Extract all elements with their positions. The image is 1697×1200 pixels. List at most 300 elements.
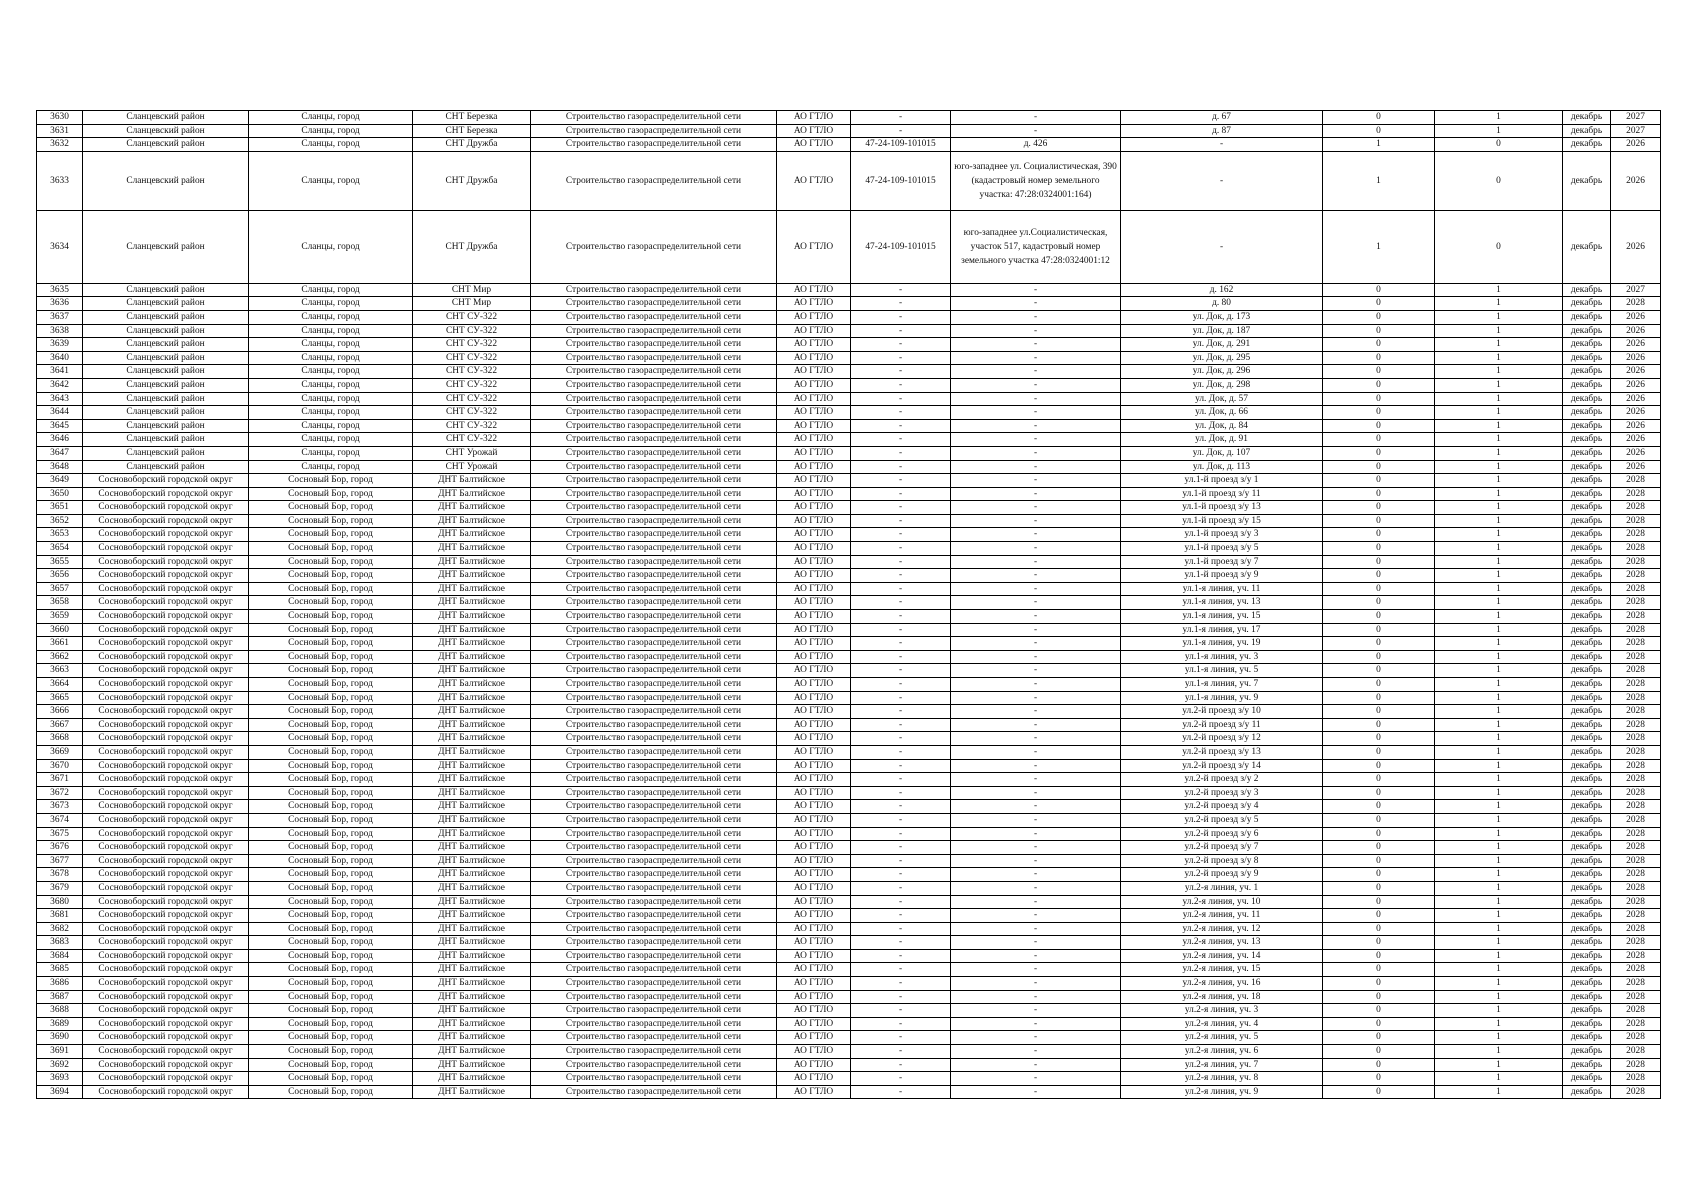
year-cell: 2028: [1611, 637, 1661, 651]
plot-address-cell: -: [1121, 138, 1323, 152]
plot-address-cell: д. 67: [1121, 111, 1323, 125]
row-number-cell: 3668: [37, 732, 83, 746]
work-type-cell: Строительство газораспределительной сети: [531, 813, 777, 827]
row-number-cell: 3678: [37, 868, 83, 882]
organization-cell: АО ГТЛО: [777, 474, 851, 488]
oktmo-code-cell: -: [851, 392, 951, 406]
address-detail-cell: -: [951, 433, 1121, 447]
address-detail-cell: -: [951, 786, 1121, 800]
count-a-cell: 0: [1323, 678, 1435, 692]
partnership-cell: СНТ Мир: [413, 297, 531, 311]
table-row: [37, 691, 1661, 705]
partnership-cell: СНТ СУ-322: [413, 338, 531, 352]
organization-cell: АО ГТЛО: [777, 881, 851, 895]
table-row: [37, 1004, 1661, 1018]
plot-address-cell: ул. Док, д. 173: [1121, 310, 1323, 324]
address-detail-cell: -: [951, 963, 1121, 977]
count-b-cell: 1: [1435, 664, 1563, 678]
count-a-cell: 0: [1323, 813, 1435, 827]
settlement-cell: Сланцы, город: [249, 210, 413, 283]
work-type-cell: Строительство газораспределительной сети: [531, 854, 777, 868]
work-type-cell: Строительство газораспределительной сети: [531, 124, 777, 138]
partnership-cell: СНТ СУ-322: [413, 433, 531, 447]
table-row: [37, 1045, 1661, 1059]
oktmo-code-cell: -: [851, 1031, 951, 1045]
year-cell: 2028: [1611, 963, 1661, 977]
oktmo-code-cell: -: [851, 501, 951, 515]
month-cell: декабрь: [1563, 569, 1611, 583]
plot-address-cell: ул.1-й проезд з/у 11: [1121, 487, 1323, 501]
count-a-cell: 0: [1323, 1004, 1435, 1018]
count-b-cell: 1: [1435, 773, 1563, 787]
table-row: [37, 909, 1661, 923]
settlement-cell: Сланцы, город: [249, 446, 413, 460]
count-b-cell: 1: [1435, 1031, 1563, 1045]
table-row: [37, 650, 1661, 664]
district-cell: Сосновоборский городской округ: [83, 827, 249, 841]
row-number-cell: 3652: [37, 514, 83, 528]
row-number-cell: 3662: [37, 650, 83, 664]
district-cell: Сланцевский район: [83, 446, 249, 460]
oktmo-code-cell: -: [851, 732, 951, 746]
work-type-cell: Строительство газораспределительной сети: [531, 569, 777, 583]
organization-cell: АО ГТЛО: [777, 990, 851, 1004]
table-row: [37, 542, 1661, 556]
district-cell: Сосновоборский городской округ: [83, 1045, 249, 1059]
row-number-cell: 3664: [37, 678, 83, 692]
month-cell: декабрь: [1563, 1058, 1611, 1072]
partnership-cell: ДНТ Балтийское: [413, 1058, 531, 1072]
work-type-cell: Строительство газораспределительной сети: [531, 759, 777, 773]
oktmo-code-cell: -: [851, 460, 951, 474]
table-row: [37, 881, 1661, 895]
organization-cell: АО ГТЛО: [777, 637, 851, 651]
address-detail-cell: -: [951, 555, 1121, 569]
partnership-cell: ДНТ Балтийское: [413, 786, 531, 800]
count-a-cell: 0: [1323, 1031, 1435, 1045]
table-row: [37, 365, 1661, 379]
settlement-cell: Сланцы, город: [249, 419, 413, 433]
district-cell: Сосновоборский городской округ: [83, 542, 249, 556]
district-cell: Сосновоборский городской округ: [83, 949, 249, 963]
work-type-cell: Строительство газораспределительной сети: [531, 936, 777, 950]
count-a-cell: 0: [1323, 610, 1435, 624]
month-cell: декабрь: [1563, 501, 1611, 515]
count-b-cell: 1: [1435, 881, 1563, 895]
count-a-cell: 0: [1323, 841, 1435, 855]
plot-address-cell: ул.2-й проезд з/у 8: [1121, 854, 1323, 868]
oktmo-code-cell: -: [851, 705, 951, 719]
year-cell: 2028: [1611, 841, 1661, 855]
settlement-cell: Сосновый Бор, город: [249, 990, 413, 1004]
partnership-cell: ДНТ Балтийское: [413, 963, 531, 977]
work-type-cell: Строительство газораспределительной сети: [531, 650, 777, 664]
year-cell: 2026: [1611, 406, 1661, 420]
year-cell: 2028: [1611, 555, 1661, 569]
settlement-cell: Сосновый Бор, город: [249, 678, 413, 692]
month-cell: декабрь: [1563, 637, 1611, 651]
address-detail-cell: д. 426: [951, 138, 1121, 152]
count-b-cell: 1: [1435, 446, 1563, 460]
count-a-cell: 0: [1323, 310, 1435, 324]
district-cell: Сосновоборский городской округ: [83, 718, 249, 732]
oktmo-code-cell: -: [851, 650, 951, 664]
year-cell: 2028: [1611, 827, 1661, 841]
row-number-cell: 3687: [37, 990, 83, 1004]
address-detail-cell: -: [951, 487, 1121, 501]
plot-address-cell: ул. Док, д. 113: [1121, 460, 1323, 474]
row-number-cell: 3654: [37, 542, 83, 556]
address-detail-cell: -: [951, 569, 1121, 583]
partnership-cell: ДНТ Балтийское: [413, 813, 531, 827]
address-detail-cell: -: [951, 990, 1121, 1004]
plot-address-cell: ул.1-й проезд з/у 7: [1121, 555, 1323, 569]
table-row: [37, 138, 1661, 152]
settlement-cell: Сосновый Бор, город: [249, 691, 413, 705]
district-cell: Сосновоборский городской округ: [83, 569, 249, 583]
partnership-cell: ДНТ Балтийское: [413, 977, 531, 991]
count-b-cell: 1: [1435, 297, 1563, 311]
settlement-cell: Сланцы, город: [249, 365, 413, 379]
work-type-cell: Строительство газораспределительной сети: [531, 841, 777, 855]
table-row: [37, 786, 1661, 800]
row-number-cell: 3645: [37, 419, 83, 433]
month-cell: декабрь: [1563, 841, 1611, 855]
count-a-cell: 0: [1323, 691, 1435, 705]
address-detail-cell: юго-западнее ул.Социалистическая, участок 517, кадастровый номер земельного участка 47:28:0324001:12: [951, 210, 1121, 283]
table-row: [37, 446, 1661, 460]
count-a-cell: 0: [1323, 854, 1435, 868]
partnership-cell: ДНТ Балтийское: [413, 474, 531, 488]
partnership-cell: СНТ СУ-322: [413, 378, 531, 392]
district-cell: Сланцевский район: [83, 419, 249, 433]
settlement-cell: Сланцы, город: [249, 111, 413, 125]
district-cell: Сланцевский район: [83, 338, 249, 352]
settlement-cell: Сосновый Бор, город: [249, 542, 413, 556]
count-a-cell: 0: [1323, 433, 1435, 447]
partnership-cell: СНТ Дружба: [413, 210, 531, 283]
work-type-cell: Строительство газораспределительной сети: [531, 977, 777, 991]
work-type-cell: Строительство газораспределительной сети: [531, 378, 777, 392]
table-row: [37, 433, 1661, 447]
partnership-cell: ДНТ Балтийское: [413, 1004, 531, 1018]
plot-address-cell: ул.1-я линия, уч. 7: [1121, 678, 1323, 692]
count-b-cell: 1: [1435, 378, 1563, 392]
settlement-cell: Сосновый Бор, город: [249, 800, 413, 814]
count-a-cell: 0: [1323, 569, 1435, 583]
month-cell: декабрь: [1563, 759, 1611, 773]
district-cell: Сланцевский район: [83, 210, 249, 283]
count-b-cell: 0: [1435, 138, 1563, 152]
district-cell: Сосновоборский городской округ: [83, 881, 249, 895]
month-cell: декабрь: [1563, 297, 1611, 311]
month-cell: декабрь: [1563, 111, 1611, 125]
organization-cell: АО ГТЛО: [777, 800, 851, 814]
year-cell: 2028: [1611, 813, 1661, 827]
oktmo-code-cell: -: [851, 111, 951, 125]
month-cell: декабрь: [1563, 138, 1611, 152]
work-type-cell: Строительство газораспределительной сети: [531, 528, 777, 542]
year-cell: 2027: [1611, 124, 1661, 138]
district-cell: Сосновоборский городской округ: [83, 977, 249, 991]
table-row: [37, 1031, 1661, 1045]
month-cell: декабрь: [1563, 365, 1611, 379]
year-cell: 2026: [1611, 378, 1661, 392]
work-type-cell: Строительство газораспределительной сети: [531, 406, 777, 420]
organization-cell: АО ГТЛО: [777, 1017, 851, 1031]
month-cell: декабрь: [1563, 542, 1611, 556]
count-b-cell: 1: [1435, 569, 1563, 583]
oktmo-code-cell: -: [851, 297, 951, 311]
table-row: [37, 514, 1661, 528]
year-cell: 2028: [1611, 542, 1661, 556]
partnership-cell: ДНТ Балтийское: [413, 637, 531, 651]
plot-address-cell: ул.2-я линия, уч. 3: [1121, 1004, 1323, 1018]
month-cell: декабрь: [1563, 596, 1611, 610]
table-row: [37, 1017, 1661, 1031]
month-cell: декабрь: [1563, 351, 1611, 365]
month-cell: декабрь: [1563, 949, 1611, 963]
oktmo-code-cell: -: [851, 1017, 951, 1031]
organization-cell: АО ГТЛО: [777, 773, 851, 787]
plot-address-cell: ул.2-я линия, уч. 13: [1121, 936, 1323, 950]
plot-address-cell: ул.1-й проезд з/у 5: [1121, 542, 1323, 556]
count-a-cell: 0: [1323, 324, 1435, 338]
count-a-cell: 0: [1323, 1072, 1435, 1086]
oktmo-code-cell: -: [851, 365, 951, 379]
table-row: [37, 210, 1661, 283]
partnership-cell: ДНТ Балтийское: [413, 650, 531, 664]
district-cell: Сосновоборский городской округ: [83, 678, 249, 692]
settlement-cell: Сосновый Бор, город: [249, 1072, 413, 1086]
table-row: [37, 1072, 1661, 1086]
work-type-cell: Строительство газораспределительной сети: [531, 138, 777, 152]
count-a-cell: 0: [1323, 487, 1435, 501]
work-type-cell: Строительство газораспределительной сети: [531, 827, 777, 841]
organization-cell: АО ГТЛО: [777, 365, 851, 379]
district-cell: Сланцевский район: [83, 151, 249, 210]
count-a-cell: 0: [1323, 596, 1435, 610]
count-b-cell: 1: [1435, 542, 1563, 556]
row-number-cell: 3660: [37, 623, 83, 637]
district-cell: Сосновоборский городской округ: [83, 664, 249, 678]
work-type-cell: Строительство газораспределительной сети: [531, 895, 777, 909]
row-number-cell: 3672: [37, 786, 83, 800]
count-a-cell: 0: [1323, 351, 1435, 365]
count-a-cell: 0: [1323, 514, 1435, 528]
oktmo-code-cell: -: [851, 338, 951, 352]
organization-cell: АО ГТЛО: [777, 909, 851, 923]
table-row: [37, 990, 1661, 1004]
settlement-cell: Сланцы, город: [249, 460, 413, 474]
oktmo-code-cell: 47-24-109-101015: [851, 138, 951, 152]
oktmo-code-cell: -: [851, 691, 951, 705]
month-cell: декабрь: [1563, 977, 1611, 991]
count-b-cell: 1: [1435, 990, 1563, 1004]
count-a-cell: 0: [1323, 922, 1435, 936]
partnership-cell: СНТ Березка: [413, 124, 531, 138]
settlement-cell: Сосновый Бор, город: [249, 582, 413, 596]
work-type-cell: Строительство газораспределительной сети: [531, 324, 777, 338]
settlement-cell: Сосновый Бор, город: [249, 610, 413, 624]
row-number-cell: 3635: [37, 283, 83, 297]
plot-address-cell: ул.2-я линия, уч. 8: [1121, 1072, 1323, 1086]
work-type-cell: Строительство газораспределительной сети: [531, 419, 777, 433]
organization-cell: АО ГТЛО: [777, 378, 851, 392]
count-b-cell: 1: [1435, 501, 1563, 515]
work-type-cell: Строительство газораспределительной сети: [531, 283, 777, 297]
year-cell: 2028: [1611, 650, 1661, 664]
address-detail-cell: -: [951, 1004, 1121, 1018]
work-type-cell: Строительство газораспределительной сети: [531, 365, 777, 379]
count-b-cell: 1: [1435, 813, 1563, 827]
row-number-cell: 3657: [37, 582, 83, 596]
year-cell: 2028: [1611, 922, 1661, 936]
address-detail-cell: -: [951, 124, 1121, 138]
document-page: [36, 110, 1660, 1099]
row-number-cell: 3651: [37, 501, 83, 515]
count-a-cell: 0: [1323, 868, 1435, 882]
oktmo-code-cell: -: [851, 745, 951, 759]
month-cell: декабрь: [1563, 623, 1611, 637]
settlement-cell: Сосновый Бор, город: [249, 963, 413, 977]
count-a-cell: 0: [1323, 759, 1435, 773]
partnership-cell: ДНТ Балтийское: [413, 827, 531, 841]
row-number-cell: 3632: [37, 138, 83, 152]
plot-address-cell: ул.1-я линия, уч. 19: [1121, 637, 1323, 651]
year-cell: 2028: [1611, 977, 1661, 991]
count-a-cell: 0: [1323, 786, 1435, 800]
count-b-cell: 1: [1435, 705, 1563, 719]
settlement-cell: Сосновый Бор, город: [249, 1045, 413, 1059]
month-cell: декабрь: [1563, 514, 1611, 528]
partnership-cell: СНТ СУ-322: [413, 406, 531, 420]
count-b-cell: 1: [1435, 555, 1563, 569]
year-cell: 2026: [1611, 138, 1661, 152]
year-cell: 2026: [1611, 446, 1661, 460]
year-cell: 2028: [1611, 868, 1661, 882]
plot-address-cell: ул. Док, д. 107: [1121, 446, 1323, 460]
district-cell: Сосновоборский городской округ: [83, 555, 249, 569]
table-row: [37, 419, 1661, 433]
partnership-cell: СНТ СУ-322: [413, 351, 531, 365]
table-row: [37, 963, 1661, 977]
address-detail-cell: -: [951, 732, 1121, 746]
settlement-cell: Сосновый Бор, город: [249, 623, 413, 637]
organization-cell: АО ГТЛО: [777, 610, 851, 624]
partnership-cell: СНТ Дружба: [413, 151, 531, 210]
organization-cell: АО ГТЛО: [777, 392, 851, 406]
address-detail-cell: -: [951, 841, 1121, 855]
count-b-cell: 1: [1435, 909, 1563, 923]
year-cell: 2028: [1611, 936, 1661, 950]
table-row: [37, 596, 1661, 610]
organization-cell: АО ГТЛО: [777, 827, 851, 841]
row-number-cell: 3630: [37, 111, 83, 125]
address-detail-cell: -: [951, 610, 1121, 624]
partnership-cell: СНТ Урожай: [413, 460, 531, 474]
address-detail-cell: -: [951, 650, 1121, 664]
count-b-cell: 1: [1435, 528, 1563, 542]
row-number-cell: 3646: [37, 433, 83, 447]
oktmo-code-cell: -: [851, 963, 951, 977]
settlement-cell: Сосновый Бор, город: [249, 786, 413, 800]
row-number-cell: 3638: [37, 324, 83, 338]
year-cell: 2028: [1611, 501, 1661, 515]
district-cell: Сланцевский район: [83, 124, 249, 138]
table-row: [37, 678, 1661, 692]
oktmo-code-cell: -: [851, 124, 951, 138]
settlement-cell: Сланцы, город: [249, 433, 413, 447]
settlement-cell: Сосновый Бор, город: [249, 827, 413, 841]
organization-cell: АО ГТЛО: [777, 854, 851, 868]
district-cell: Сланцевский район: [83, 378, 249, 392]
organization-cell: АО ГТЛО: [777, 650, 851, 664]
plot-address-cell: д. 80: [1121, 297, 1323, 311]
year-cell: 2028: [1611, 1031, 1661, 1045]
plot-address-cell: -: [1121, 210, 1323, 283]
organization-cell: АО ГТЛО: [777, 1004, 851, 1018]
month-cell: декабрь: [1563, 732, 1611, 746]
month-cell: декабрь: [1563, 745, 1611, 759]
settlement-cell: Сосновый Бор, город: [249, 705, 413, 719]
table-row: [37, 406, 1661, 420]
oktmo-code-cell: -: [851, 378, 951, 392]
oktmo-code-cell: -: [851, 406, 951, 420]
organization-cell: АО ГТЛО: [777, 555, 851, 569]
plot-address-cell: ул.2-й проезд з/у 11: [1121, 718, 1323, 732]
year-cell: 2028: [1611, 895, 1661, 909]
row-number-cell: 3633: [37, 151, 83, 210]
plot-address-cell: ул.2-я линия, уч. 16: [1121, 977, 1323, 991]
count-b-cell: 1: [1435, 718, 1563, 732]
organization-cell: АО ГТЛО: [777, 138, 851, 152]
work-type-cell: Строительство газораспределительной сети: [531, 963, 777, 977]
organization-cell: АО ГТЛО: [777, 582, 851, 596]
table-row: [37, 474, 1661, 488]
year-cell: 2026: [1611, 351, 1661, 365]
district-cell: Сосновоборский городской округ: [83, 501, 249, 515]
year-cell: 2028: [1611, 800, 1661, 814]
work-type-cell: Строительство газораспределительной сети: [531, 922, 777, 936]
work-type-cell: Строительство газораспределительной сети: [531, 501, 777, 515]
oktmo-code-cell: -: [851, 759, 951, 773]
oktmo-code-cell: -: [851, 569, 951, 583]
work-type-cell: Строительство газораспределительной сети: [531, 881, 777, 895]
month-cell: декабрь: [1563, 555, 1611, 569]
district-cell: Сланцевский район: [83, 406, 249, 420]
plot-address-cell: ул.1-я линия, уч. 11: [1121, 582, 1323, 596]
work-type-cell: Строительство газораспределительной сети: [531, 1004, 777, 1018]
count-a-cell: 0: [1323, 745, 1435, 759]
month-cell: декабрь: [1563, 124, 1611, 138]
partnership-cell: ДНТ Балтийское: [413, 732, 531, 746]
partnership-cell: ДНТ Балтийское: [413, 487, 531, 501]
settlement-cell: Сосновый Бор, город: [249, 813, 413, 827]
organization-cell: АО ГТЛО: [777, 124, 851, 138]
partnership-cell: ДНТ Балтийское: [413, 718, 531, 732]
address-detail-cell: -: [951, 542, 1121, 556]
partnership-cell: ДНТ Балтийское: [413, 623, 531, 637]
partnership-cell: ДНТ Балтийское: [413, 569, 531, 583]
oktmo-code-cell: -: [851, 881, 951, 895]
district-cell: Сосновоборский городской округ: [83, 868, 249, 882]
oktmo-code-cell: -: [851, 841, 951, 855]
plot-address-cell: ул.1-я линия, уч. 15: [1121, 610, 1323, 624]
settlement-cell: Сосновый Бор, город: [249, 569, 413, 583]
partnership-cell: ДНТ Балтийское: [413, 596, 531, 610]
settlement-cell: Сосновый Бор, город: [249, 596, 413, 610]
